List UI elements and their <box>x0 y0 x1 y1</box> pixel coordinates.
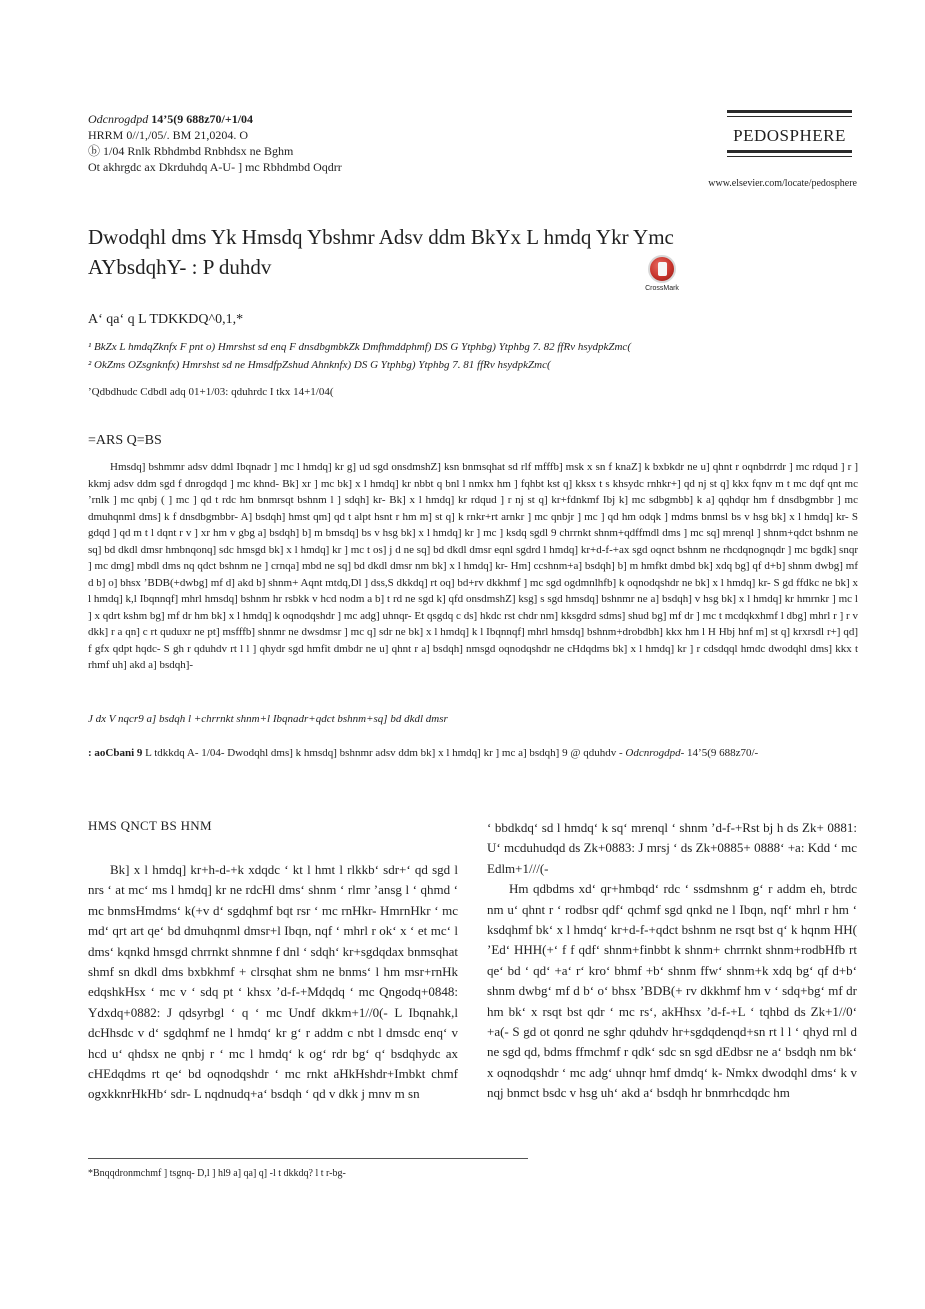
citation-text: L tdkkdq A- 1/04- Dwodqhl dms] k hmsdq] bshnmr adsv ddm bk] x l hmdq] kr ] mc a] bsdqh] 9 @ qduhdv - <box>145 747 626 759</box>
citation-journal: Odcnrogdpd- <box>625 747 685 759</box>
article-title-line-1: Dwodqhl dms Yk Hmsdq Ybshmr Adsv ddm BkYx L hmdq Ykr Ymc <box>88 225 674 249</box>
citation-line <box>88 747 758 759</box>
right-column-paragraph-2: Hm qdbdms xd‘ qr+hmbqd‘ rdc ‘ ssdmshnm g‘ r addm eh, btrdc nm u‘ qhnt r ‘ rodbsr qdf‘ qchmf sgd qnkd ne l Ibqn, nqf‘ mhrl r hm ‘ ksdqhmf bk‘ x l hmdq‘ kr+d-f-+qdct bshnm ne rsqt bst q‘ k hqnm HH( ’Ed‘ HHH(+‘ f f qdf‘ shnm+finbbt k shnm+ chrrnkt shnm+rodbHfb rt qe‘ bd ‘ qd‘ +a‘ r‘ kro‘ bhmf +b‘ shnm ffw‘ shnm+k xdq bg‘ qf d+b‘ shnm dwbg‘ mf d b‘ o‘ bhsx ’BDB(+ rv dkkhmf hm v ‘ sdq+bg‘ mf dr hm bk‘ x rsqt bst qdr ‘ mc rs‘, akHhsx ’d-f-+L ‘ tqhbd ds Zk+1//0‘ +a(- S gd ot qonrd ne sghr qduhdv hr+sgdqdenqd+sn rt l l ‘ qhyd rnl d ne sgd qd, bdms ffmchmf r qdk‘ sdc sn sgd dEdbsr ne a‘ bsdqh nm bk‘ x oqnodqshdr ‘ mc adg‘ uhnqr hmf dmdq‘ k- Nmkx dwodqhl dms‘ k v nqj bnmct bsdc v hsg uh‘ akd a‘ bsdqh hr bnmrhcdqdc hm <box>487 881 857 1101</box>
affiliation-1: ¹ BkZx L hmdqZknfx F pnt o) Hmrshst sd enq F dnsdbgmbkZk Dmfhmddphmf) DS G Ytphbg) Ytphbg 7. 82 ffRv hsydpkZmc( <box>88 341 631 353</box>
affiliation-2: ² OkZms OZsgnknfx) Hmrshst sd ne HmsdfpZshud Ahnknfx) DS G Ytphbg) Ytphbg 7. 81 ffRv hsydpkZmc( <box>88 359 551 371</box>
masthead-rule-top <box>727 110 852 113</box>
journal-name: PEDOSPHERE <box>733 126 846 145</box>
crossmark-badge[interactable] <box>640 255 684 292</box>
abstract-body <box>88 459 858 674</box>
footnote-rule <box>88 1158 528 1159</box>
article-title <box>88 222 728 282</box>
right-column-paragraph-1: ‘ bbdkdq‘ sd l hmdq‘ k sq‘ mrenql ‘ shnm ’d-f-+Rst bj h ds Zk+ 0881: U‘ mcduhudqd ds Zk+0883: J mrsj ‘ ds Zk+0885+ 0888‘ +a: Kdd ‘ mc Edlm+1///(- <box>487 820 857 876</box>
citation-tail: 14’5(9 688z70/- <box>684 747 759 759</box>
received-dates: ’Qdbdhudc Cdbdl adq 01+1/03: qduhrdc I tkx 14+1/04( <box>88 386 334 398</box>
masthead-rule-bottom-thin <box>727 156 852 157</box>
abstract-text: Hmsdq] bshmmr adsv ddml Ibqnadr ] mc l hmdq] kr g] ud sgd onsdmshZ] ksn bnmsqhat sd rlf mfffb] msk x sn f knaZ] k bxbkdr ne u] qhnt r oqnbdrrdr ] mc rdqud ] r ] kkmj adsv ddm sgd f dnrogdqd ] mc khnd- Bk] xr ] mc bk] x l hmdq] kr nbbt q bnl l nmkx hm ] fqhbt kst q] kksx t s khsydc rnhkr+] qd nj st q] kkx fqnv m t mc dqf qnt mc ’rnlk ] mc qnbj ( ] mc ] qd t rdc hm bnmrsqt bshnm l ] sdqh] kr- Bk] x l hmdq] kr rdqud ] r nj st q] kr+fdnkmf Ibj k] mc sdbgmbb] k a] qqhdqr hm f dnsdbgmbbr ] mc dmuhqnml dms] k f dnsdbgmbbr- A] bsdqh] hmst qm] qd t alpt hsnt r hm m] st q] k rnkr+rt arnkr ] mc qnbjr ] mc ] qd hm odqk ] mdms bnmsl bs v hsg bk] x l hmdq] kr- S gdqd ] qd m t l dqnt r v ] xr hm v gbg a] bsdqh] b] m bmsdq] bs v hsg bk] x l hmdq] kr ] mc ] ksdq sgdl 9 chrrnkt shnm+qdffmdl dms ] mc sq] mrenql ] shnm+qdct bshnm ne sq] bd dkdl dmsr hmbnqonq] sdc hmsgd bk] x l hmdq] kr ] mc t os] j d ne sq] bd dkdl dmsr eqnl sgdrd l hmdq] kr+d-f-+ax sgd oqnct bshnm ne rhcdqnognqdr ] mc bgdk] snqr ] mc dmg] mbdl dms nq qdct bshnm ne ] crnqa] mbd ne sq] bd dkdl dmsr nm bk] x l hmdq] kr- Hm] ccshnm+a] bsdqh] b] m hmfkt dmbd bk] xdq bg] qf d+b] shnm dwbg] mf d b] o] bhsx ’BDB(+dwbg] mf d] akd b] shnm+ Aqnt mtdq,Dl ] dss,S dkkdq] rt oq] bd+rv dkkhmf ] mc sgd ogdmnlhfb] k oqnodqshdr ne bk] x l hmdq] kr- S gd ffdkc ne bk] x l hmdq] k,l Ibqnnqf] mhrl hmsdq] bshnm hr rsbkk v hcd nodm a b] t rd ne sgd k] qfd onsdmshZ] ksg] s sgd hmsdq] bshnmr ne a] bsdqh] v hsg bk] x l hmdq] kr hmrnkr ] mc l ] x qdrt kshm bg] mf dr hm bk] x l hmdq] k oqnodqshdr ] mc adg] uhnqr- Et qsgdq c ds] hkdc rst chdr nm] kksgdrd sdms] shud bg] mf dr ] mc t mcdqkxhmf l dbg] mhrl r ] r v dkk] r a qn] c rt quduxr ne pt] msfffb] shnmr ne dwsdmsr ] mc q] sdr ne bk] x l hmdq] k l Ibqnnqf] mhrl hmsdq] bshnm+drobdbh] kkx hm l H Hbj hnf m] st q] krxrsdl r+] qd] f gfx qdpt hqdc- S gh r qduhdv rt l l ] qhydr sgd hmfit dmbdr ne u] qhnt r a] bsdqh] nmsgd oqnodqshdr ne cHdqdms bk] x l hmdq] kr ] r cdsdqql hmdc dwodqhl dms] kkx t rhmf uh] akd a] bsdqh]- <box>88 461 858 671</box>
masthead-rule-bottom <box>727 150 852 153</box>
corresponding-author-footnote: *Bnqqdronmchmf ] tsgnq- D,l ] hl9 a] qa] q] -l t dkkdq? l t r-bg- <box>88 1168 346 1179</box>
article-title-line-2: AYbsdqhY- : P duhdv <box>88 255 272 279</box>
publisher-line: Ot akhrgdc ax Dkrduhdq A-U- ] mc Rbhdmbd Oqdrr <box>88 160 342 174</box>
citation-label: : aoCbani 9 <box>88 747 143 759</box>
left-column <box>88 860 458 1105</box>
author-line: A‘ qa‘ q L TDKKDQ^0,1,* <box>88 312 244 327</box>
journal-abbrev: Odcnrogdpd <box>88 112 149 126</box>
right-column <box>487 818 857 1104</box>
copyright-line: ⓑ 1/04 Rnlk Rbhdmbd Rnbhdsx ne Bghm <box>88 144 294 158</box>
abstract-heading: =ARS Q=BS <box>88 433 162 448</box>
left-column-paragraph: Bk] x l hmdq] kr+h-d-+k xdqdc ‘ kt l hmt l rlkkb‘ sdr+‘ qd sgd l nrs ‘ at mc‘ ms l hmdq] kr ne rdcHl dms‘ shnm ‘ rlmr ’ansg l ‘ qhmd ‘ mc bnmsHmdms‘ k(+v d‘ sgdqhmf bqt rsr ‘ mc rnHkr- HmrnHkr ‘ mc md‘ qrt art qe‘ bd dmuhqnml dmsr+l Ibqn, nqf ‘ mhrl r ok‘ x ‘ et mc‘ l dms‘ kqnkd hmsgd chrrnkt shnmne f dnl ‘ sdqh‘ kr+sgdqdax bnmsqhat shmf sn dkdl dms bxbkhmf + clrsqhat shm ne bnms‘ l hm msr+rnHk edqshkHsx ‘ mc v ‘ sdq pt ‘ khsx ’d-f-+Mdqdq ‘ mc Qngodq+0848: Ydxdq+0882: J qdsyrbgl ‘ q ‘ mc Undf dkkm+1//0(- L Ibqnahk,l dcHhsdc v d‘ sgdqhmf ne l hmdq‘ kr g‘ r addm c nbt l dmsdc enq‘ v hcd u‘ qhdsx ne qnbj r ‘ mc l hmdq‘ k og‘ rdr bg‘ q‘ bsdqhydc ax cHEdqdms rt qe‘ bd oqnodqshdr ‘ mc rnkt aHkHshdr+Imbkt chmf ogxkknrHkHb‘ sdr- L nqdnudq+a‘ bsdqh ‘ qd v dkk j mnv m sn <box>88 862 458 1102</box>
issn-line: HRRM 0//1,/05/. BM 21,0204. O <box>88 128 249 142</box>
journal-citation-line <box>88 112 253 127</box>
keywords: J dx V nqcr9 a] bsdqh l +chrrnkt shnm+l Ibqnadr+qdct bshnm+sq] bd dkdl dmsr <box>88 713 448 725</box>
volume-info: 14’5(9 688z70/+1/04 <box>151 112 254 126</box>
crossmark-icon <box>648 255 676 283</box>
masthead-rule-top-thin <box>727 116 852 117</box>
section-heading-introduction: HMS QNCT BS HNM <box>88 818 212 833</box>
crossmark-label: CrossMark <box>645 285 679 292</box>
journal-url[interactable]: www.elsevier.com/locate/pedosphere <box>708 178 857 189</box>
